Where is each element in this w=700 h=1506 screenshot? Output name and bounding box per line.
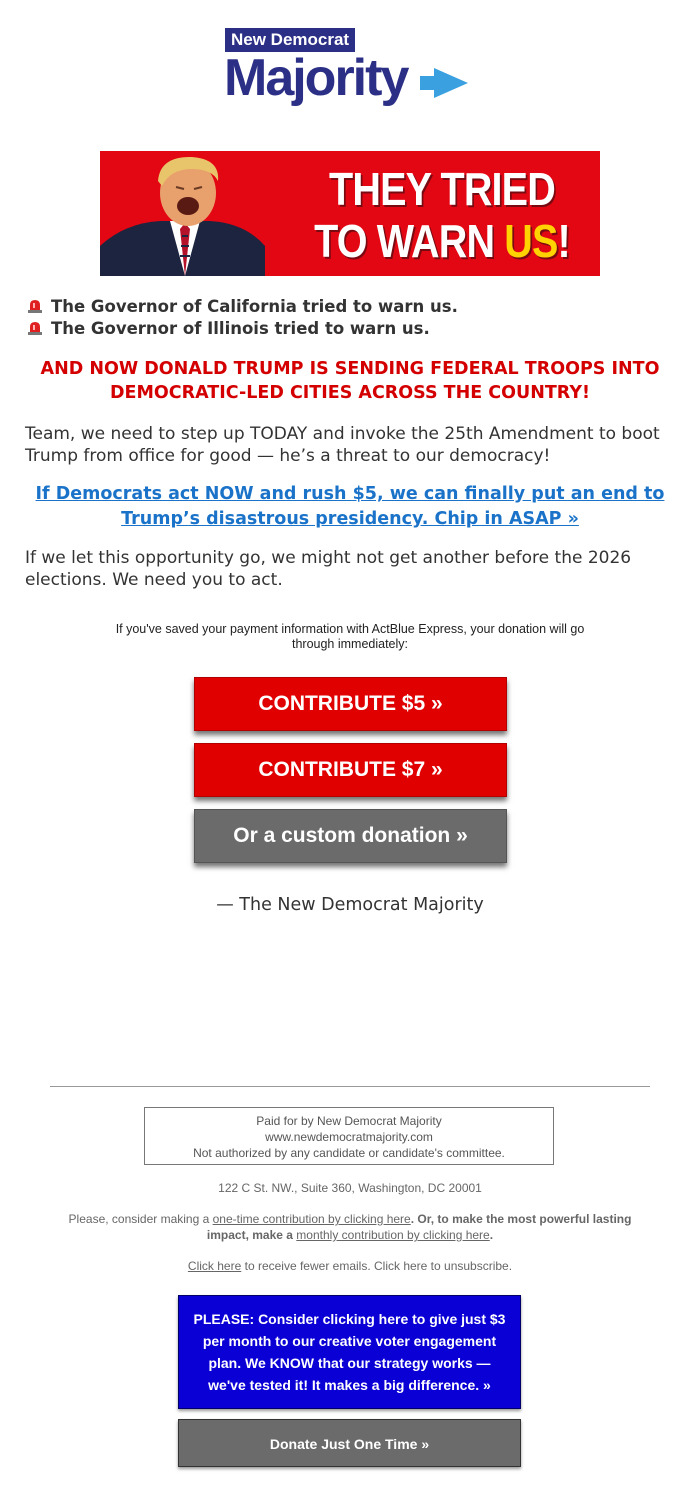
paid-for-box <box>144 1107 554 1165</box>
banner-line-2 <box>313 215 571 267</box>
body-paragraph-2: If we let this opportunity go, we might not get another before the 2026 elections. We need you to act. <box>25 548 632 590</box>
disclaimer-text: Not authorized by any candidate or candidate's committee. <box>193 1146 505 1160</box>
hero-banner[interactable] <box>100 151 600 276</box>
arrow-right-icon <box>434 68 468 98</box>
custom-donation-button[interactable]: Or a custom donation » <box>194 809 507 863</box>
monthly-donation-button[interactable]: PLEASE: Consider clicking here to give just $3 per month to our creative voter engagement plan. We KNOW that our strategy works — we've tested it! It makes a big difference. » <box>178 1295 521 1409</box>
email-preferences <box>60 1258 640 1274</box>
contribute-7-button[interactable]: CONTRIBUTE $7 » <box>194 743 507 797</box>
warning-item <box>27 296 458 318</box>
website-text: www.newdemocratmajority.com <box>265 1130 433 1144</box>
banner-line-2-prefix: TO WARN <box>314 215 505 267</box>
banner-headline <box>313 163 571 267</box>
contribution-options <box>60 1211 640 1243</box>
banner-line-2-suffix: ! <box>557 215 570 267</box>
monthly-contribution-link[interactable]: monthly contribution by clicking here <box>296 1228 490 1242</box>
red-headline: AND NOW DONALD TRUMP IS SENDING FEDERAL TROOPS INTO DEMOCRATIC-LED CITIES ACROSS THE COUNTRY! <box>40 359 660 403</box>
paid-for-text: Paid for by New Democrat Majority <box>256 1114 442 1128</box>
warning-item <box>27 318 430 340</box>
one-time-contribution-link[interactable]: one-time contribution by clicking here <box>212 1212 411 1226</box>
one-time-donation-button[interactable]: Donate Just One Time » <box>178 1419 521 1467</box>
unsubscribe-text[interactable]: to receive fewer emails. Click here to unsubscribe. <box>241 1259 513 1273</box>
signoff: — The New Democrat Majority <box>216 895 484 915</box>
logo-main-text: Majority <box>224 49 408 107</box>
warning-text: The Governor of California tried to warn us. <box>51 297 458 316</box>
contribute-5-button[interactable]: CONTRIBUTE $5 » <box>194 677 507 731</box>
contrib-mid: . Or, to make the most powerful lasting impact, make a <box>206 1212 632 1242</box>
chip-in-link[interactable]: If Democrats act NOW and rush $5, we can finally put an end to Trump’s disastrous presidency. Chip in ASAP » <box>35 484 665 529</box>
siren-icon <box>27 321 43 335</box>
trump-portrait-image <box>100 151 270 276</box>
fewer-emails-link[interactable]: Click here <box>187 1259 242 1273</box>
siren-icon <box>27 299 43 313</box>
logo-top-text: New Democrat <box>225 28 355 52</box>
warning-text: The Governor of Illinois tried to warn us. <box>51 319 430 338</box>
body-paragraph-1: Team, we need to step up TODAY and invoke the 25th Amendment to boot Trump from office for good — he’s a threat to our democracy! <box>25 424 660 466</box>
banner-highlight-us: US <box>504 215 558 267</box>
new-democrat-majority-logo[interactable] <box>224 26 474 116</box>
contrib-prefix: Please, consider making a <box>68 1212 213 1226</box>
actblue-note: If you've saved your payment information with ActBlue Express, your donation will go through immediately: <box>115 622 585 651</box>
mailing-address: 122 C St. NW., Suite 360, Washington, DC 20001 <box>218 1181 482 1195</box>
footer-divider <box>50 1086 650 1087</box>
banner-line-1: THEY TRIED <box>329 163 555 215</box>
contrib-suffix: . <box>489 1228 494 1242</box>
